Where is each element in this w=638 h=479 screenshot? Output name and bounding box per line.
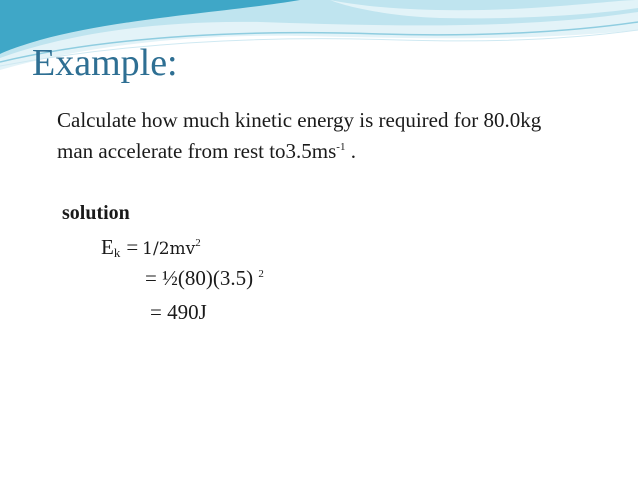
substitution-exponent: 2 [258, 268, 264, 280]
question-line-1: Calculate how much kinetic energy is required for 80.0kg [57, 108, 542, 132]
slide-title: Example: [32, 42, 178, 84]
equation-line-3: = 490J [150, 300, 207, 324]
formula-exponent: 2 [195, 237, 201, 249]
equation-line-1: $E_k = 1/2mv^2$ [101, 235, 201, 260]
question-line-2-end: . [345, 139, 356, 163]
solution-heading: solution [62, 202, 130, 224]
question-line-2-text: man accelerate from rest to3.5ms [57, 139, 337, 163]
energy-symbol: E [101, 235, 114, 259]
energy-subscript: k [113, 245, 121, 260]
question-line-2 [57, 141, 356, 162]
formula-rhs: 1/2mv [142, 239, 196, 259]
equation-line-2 [145, 268, 264, 289]
question-exponent: -1 [336, 141, 346, 153]
substitution-text: = ½(80)(3.5) [145, 266, 254, 290]
